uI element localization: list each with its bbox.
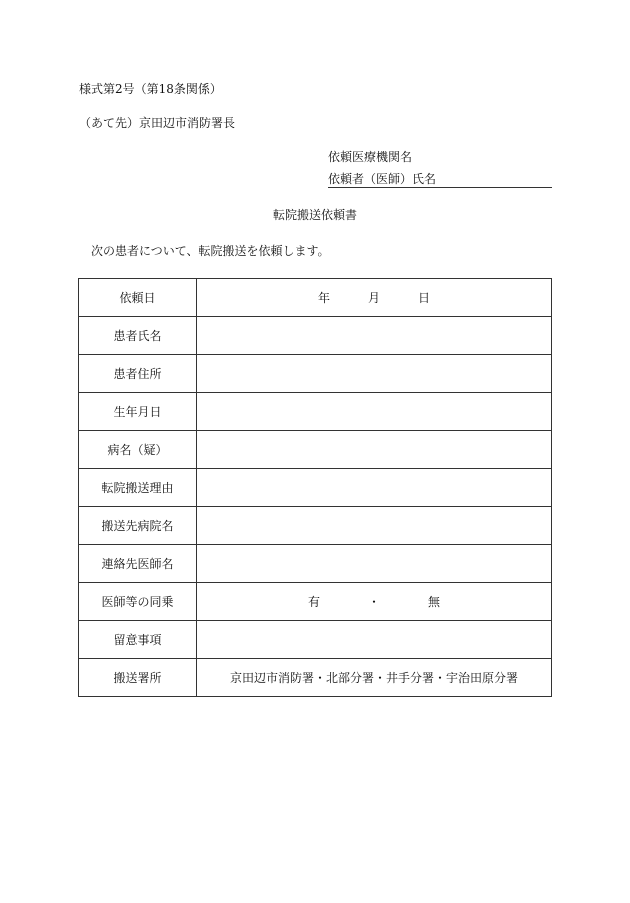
- transfer-reason-field[interactable]: [197, 469, 552, 507]
- request-date-label: 依頼日: [79, 279, 197, 317]
- table-row: [79, 393, 552, 431]
- patient-name-field[interactable]: [197, 317, 552, 355]
- accompanying-doctor-label: 医師等の同乗: [79, 583, 197, 621]
- disease-name-label: 病名（疑）: [79, 431, 197, 469]
- date-month-label: 月: [367, 291, 380, 305]
- table-row: [79, 621, 552, 659]
- addressee: （あて先）京田辺市消防署長: [79, 116, 236, 130]
- patient-address-label: 患者住所: [79, 355, 197, 393]
- contact-doctor-field[interactable]: [197, 545, 552, 583]
- intro-text: 次の患者について、転院搬送を依頼します。: [91, 244, 330, 258]
- transport-station-label: 搬送署所: [79, 659, 197, 697]
- table-row: [79, 507, 552, 545]
- destination-hospital-label: 搬送先病院名: [79, 507, 197, 545]
- destination-hospital-field[interactable]: [197, 507, 552, 545]
- date-year-label: 年: [317, 291, 330, 305]
- requester-institution-label: 依頼医療機関名: [328, 150, 413, 164]
- birth-date-field[interactable]: [197, 393, 552, 431]
- table-row: [79, 279, 552, 317]
- accompanying-doctor-field: [197, 583, 552, 621]
- table-row: [79, 469, 552, 507]
- notes-label: 留意事項: [79, 621, 197, 659]
- table-row: [79, 545, 552, 583]
- option-yes[interactable]: 有: [307, 595, 320, 609]
- option-no[interactable]: 無: [428, 595, 441, 609]
- contact-doctor-label: 連絡先医師名: [79, 545, 197, 583]
- table-row: [79, 355, 552, 393]
- patient-name-label: 患者氏名: [79, 317, 197, 355]
- table-row: [79, 317, 552, 355]
- table-row: [79, 431, 552, 469]
- table-row: [79, 583, 552, 621]
- request-date-field[interactable]: [197, 279, 552, 317]
- requester-block: [328, 148, 552, 188]
- requester-doctor-label: 依頼者（医師）氏名: [328, 170, 552, 188]
- request-form-table: [78, 278, 552, 697]
- transport-station-value: 京田辺市消防署・北部分署・井手分署・宇治田原分署: [197, 659, 552, 697]
- patient-address-field[interactable]: [197, 355, 552, 393]
- date-day-label: 日: [418, 291, 431, 305]
- document-title: 転院搬送依頼書: [272, 208, 357, 222]
- disease-name-field[interactable]: [197, 431, 552, 469]
- notes-field[interactable]: [197, 621, 552, 659]
- option-separator: ・: [367, 595, 380, 609]
- transfer-reason-label: 転院搬送理由: [79, 469, 197, 507]
- birth-date-label: 生年月日: [79, 393, 197, 431]
- table-row: [79, 659, 552, 697]
- form-number: 様式第2号（第18条関係）: [79, 82, 222, 96]
